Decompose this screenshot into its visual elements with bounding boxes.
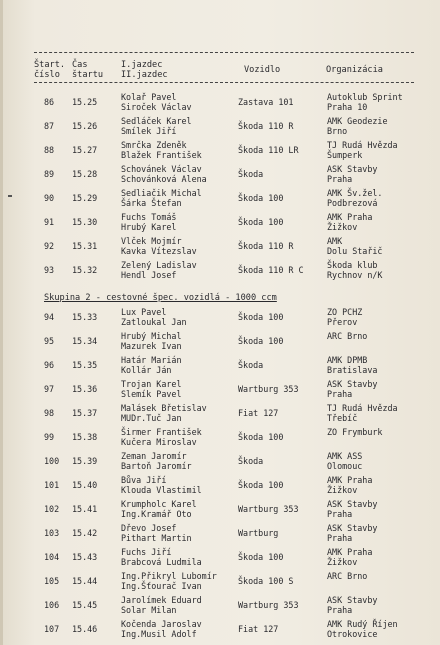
car-model: Škoda 110 LR xyxy=(238,145,299,155)
car-model: Škoda 100 xyxy=(238,193,284,203)
organization: ARC Brno xyxy=(327,571,368,581)
header-car: Vozidlo xyxy=(244,65,281,75)
driver-names: Schovánek Václav Schovánková Alena xyxy=(121,164,207,184)
start-number: 99 xyxy=(44,432,55,442)
table-row xyxy=(0,619,440,645)
organization: AMK Dolu Stařič xyxy=(327,236,383,256)
start-number: 107 xyxy=(44,624,60,634)
organization: TJ Rudá Hvězda Šumperk xyxy=(327,140,398,160)
table-row xyxy=(0,427,440,453)
start-time: 15.41 xyxy=(72,504,98,514)
car-model: Wartburg 353 xyxy=(238,504,299,514)
start-time: 15.29 xyxy=(72,193,98,203)
start-number: 92 xyxy=(44,241,55,251)
driver-names: Zeman Jaromír Bartoň Jaromír xyxy=(121,451,192,471)
car-model: Zastava 101 xyxy=(238,97,294,107)
start-time: 15.40 xyxy=(72,480,98,490)
start-time: 15.38 xyxy=(72,432,98,442)
start-time: 15.42 xyxy=(72,528,98,538)
start-number: 90 xyxy=(44,193,55,203)
table-row xyxy=(0,92,440,118)
start-time: 15.44 xyxy=(72,576,98,586)
driver-names: Vlček Mojmír Kavka Vítezslav xyxy=(121,236,197,256)
organization: AMK DPMB Bratislava xyxy=(327,355,378,375)
car-model: Wartburg 353 xyxy=(238,384,299,394)
start-number: 86 xyxy=(44,97,55,107)
start-number: 106 xyxy=(44,600,60,610)
start-number: 101 xyxy=(44,480,60,490)
driver-names: Dřevo Josef Pithart Martin xyxy=(121,523,192,543)
start-time: 15.39 xyxy=(72,456,98,466)
driver-names: Kolař Pavel Siroček Václav xyxy=(121,92,192,112)
driver-names: Jarolímek Eduard Solar Milan xyxy=(121,595,202,615)
start-time: 15.28 xyxy=(72,169,98,179)
car-model: Fiat 127 xyxy=(238,624,279,634)
start-time: 15.30 xyxy=(72,217,98,227)
car-model: Škoda 100 xyxy=(238,336,284,346)
table-row xyxy=(0,475,440,501)
table-row xyxy=(0,451,440,477)
table-row xyxy=(0,595,440,621)
header-organization: Organizácia xyxy=(326,65,383,75)
start-time: 15.31 xyxy=(72,241,98,251)
start-time: 15.36 xyxy=(72,384,98,394)
driver-names: Krumpholc Karel Ing.Kramář Oto xyxy=(121,499,197,519)
start-number: 94 xyxy=(44,312,55,322)
organization: ASK Stavby Praha xyxy=(327,379,378,399)
start-time: 15.37 xyxy=(72,408,98,418)
table-row xyxy=(0,547,440,573)
driver-names: Hrubý Michal Mazurek Ivan xyxy=(121,331,182,351)
start-time: 15.25 xyxy=(72,97,98,107)
group-heading: Skupina 2 - cestovné špec. vozidlá - 1000 ccm xyxy=(44,293,277,303)
driver-names: Trojan Karel Slemík Pavel xyxy=(121,379,182,399)
table-row xyxy=(0,499,440,525)
organization: ASK Stavby Praha xyxy=(327,595,378,615)
car-model: Škoda 100 xyxy=(238,312,284,322)
start-time: 15.26 xyxy=(72,121,98,131)
start-number: 103 xyxy=(44,528,60,538)
organization: AMK Šv.žel. Podbrezová xyxy=(327,188,383,208)
driver-names: Fuchs Jiří Brabcová Ludmila xyxy=(121,547,202,567)
start-number: 98 xyxy=(44,408,55,418)
car-model: Škoda 100 xyxy=(238,217,284,227)
driver-names: Határ Marián Kollár Ján xyxy=(121,355,182,375)
start-time: 15.34 xyxy=(72,336,98,346)
car-model: Škoda 110 R xyxy=(238,241,294,251)
start-number: 105 xyxy=(44,576,60,586)
organization: Autoklub Sprint Praha 10 xyxy=(327,92,403,112)
start-time: 15.35 xyxy=(72,360,98,370)
driver-names: Malásek Břetislav MUDr.Tuč Jan xyxy=(121,403,207,423)
table-row xyxy=(0,379,440,405)
organization: AMK Rudý Říjen Otrokovice xyxy=(327,619,398,639)
organization: ZO PCHZ Přerov xyxy=(327,307,363,327)
start-time: 15.27 xyxy=(72,145,98,155)
organization: ZO Frymburk xyxy=(327,427,383,437)
table-row xyxy=(0,403,440,429)
driver-names: Lux Pavel Zatloukal Jan xyxy=(121,307,187,327)
car-model: Wartburg 353 xyxy=(238,600,299,610)
table-row xyxy=(0,236,440,262)
start-number: 97 xyxy=(44,384,55,394)
table-row xyxy=(0,212,440,238)
start-number: 102 xyxy=(44,504,60,514)
car-model: Škoda 110 R xyxy=(238,121,294,131)
start-number: 96 xyxy=(44,360,55,370)
car-model: Škoda xyxy=(238,456,264,466)
start-number: 88 xyxy=(44,145,55,155)
driver-names: Fuchs Tomáš Hrubý Karel xyxy=(121,212,177,232)
car-model: Škoda 100 xyxy=(238,432,284,442)
driver-names: Sedliačik Michal Šárka Štefan xyxy=(121,188,202,208)
table-row xyxy=(0,188,440,214)
start-number: 89 xyxy=(44,169,55,179)
header-start-number: Štart. číslo xyxy=(34,60,66,80)
organization: TJ Rudá Hvězda Třebíč xyxy=(327,403,398,423)
car-model: Škoda 110 R C xyxy=(238,265,304,275)
header-rule-top xyxy=(34,52,414,53)
organization: ASK Stavby Praha xyxy=(327,499,378,519)
driver-names: Sedláček Karel Smílek Jiří xyxy=(121,116,192,136)
start-time: 15.45 xyxy=(72,600,98,610)
table-row xyxy=(0,571,440,597)
organization: AMK ASS Olomouc xyxy=(327,451,363,471)
organization: ASK Stavby Praha xyxy=(327,523,378,543)
car-model: Škoda 100 xyxy=(238,552,284,562)
organization: AMK Praha Žižkov xyxy=(327,475,373,495)
driver-names: Zelený Ladislav Hendl Josef xyxy=(121,260,197,280)
table-row xyxy=(0,523,440,549)
driver-names: Kočenda Jaroslav Ing.Musil Adolf xyxy=(121,619,202,639)
driver-names: Bůva Jiří Klouda Vlastimil xyxy=(121,475,202,495)
car-model: Fiat 127 xyxy=(238,408,279,418)
organization: ASK Stavby Praha xyxy=(327,164,378,184)
car-model: Škoda xyxy=(238,169,264,179)
table-row xyxy=(0,164,440,190)
start-time: 15.46 xyxy=(72,624,98,634)
start-number: 87 xyxy=(44,121,55,131)
start-number: 95 xyxy=(44,336,55,346)
start-time: 15.32 xyxy=(72,265,98,275)
table-header xyxy=(34,52,424,86)
driver-names: Smrčka Zdeněk Blažek František xyxy=(121,140,202,160)
organization: AMK Praha Žižkov xyxy=(327,212,373,232)
car-model: Škoda 100 S xyxy=(238,576,294,586)
organization: Škoda klub Rychnov n/K xyxy=(327,260,383,280)
table-row xyxy=(0,331,440,357)
start-time: 15.33 xyxy=(72,312,98,322)
table-row xyxy=(0,307,440,333)
table-row xyxy=(0,116,440,142)
table-row xyxy=(0,260,440,286)
car-model: Škoda 100 xyxy=(238,480,284,490)
start-number: 91 xyxy=(44,217,55,227)
table-row xyxy=(0,355,440,381)
organization: AMK Praha Žižkov xyxy=(327,547,373,567)
header-drivers: I.jazdec II.jazdec xyxy=(121,60,168,80)
start-number: 104 xyxy=(44,552,60,562)
organization: AMK Geodezie Brno xyxy=(327,116,388,136)
start-number: 93 xyxy=(44,265,55,275)
start-time: 15.43 xyxy=(72,552,98,562)
car-model: Škoda xyxy=(238,360,264,370)
table-row xyxy=(0,140,440,166)
driver-names: Širmer František Kučera Miroslav xyxy=(121,427,202,447)
header-rule-bottom xyxy=(34,82,414,83)
driver-names: Ing.Přikryl Lubomír Ing.Šťourač Ivan xyxy=(121,571,217,591)
organization: ARC Brno xyxy=(327,331,368,341)
header-start-time: Čas štartu xyxy=(72,60,104,80)
start-number: 100 xyxy=(44,456,60,466)
car-model: Wartburg xyxy=(238,528,279,538)
